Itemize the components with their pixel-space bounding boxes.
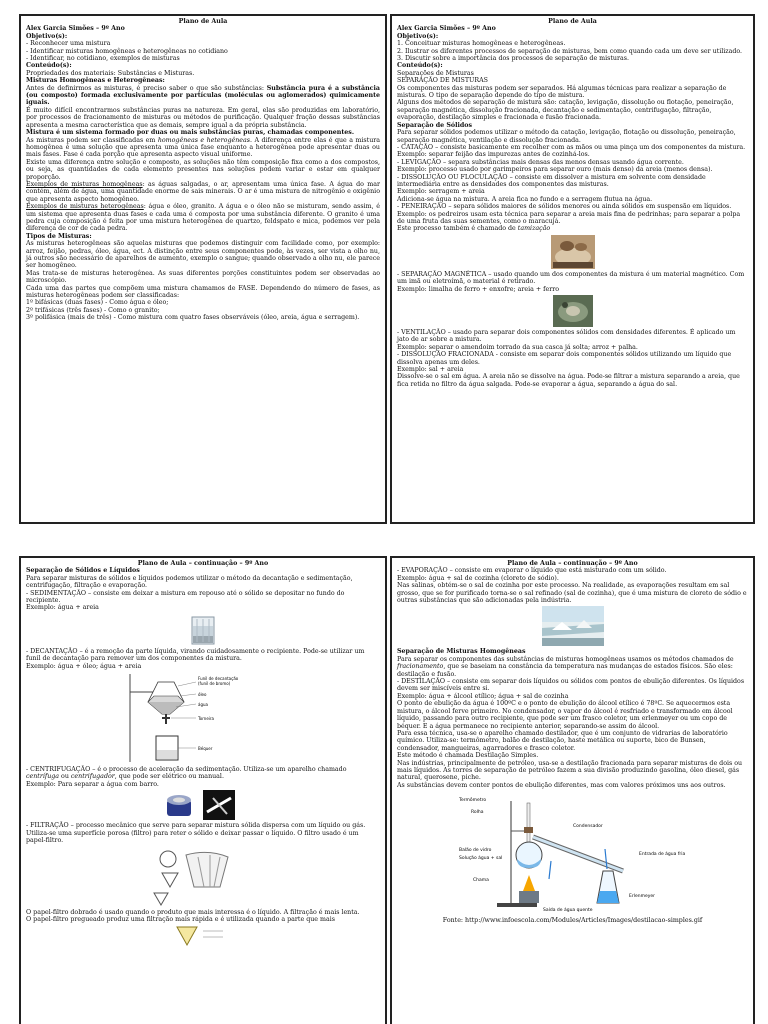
paragraph: Para separar misturas de sólidos e líquidos podemos utilizar o método da decantação e sedimentação, centrifugação, filtração e evaporação. bbox=[26, 574, 353, 590]
paragraph: Exemplo: separar o amendoim torrado da sua casca já solta; arroz + palha. bbox=[397, 343, 638, 351]
salt-flat-photo bbox=[397, 606, 748, 646]
paragraph: - DECANTAÇÃO – é a remoção da parte líquida, virando cuidadosamente o recipiente. Pode-se utilizar um funil de decantação para remover um dos componentes da mistura. bbox=[26, 647, 365, 663]
paragraph: - DISSOLUÇÃO FRACIONADA - consiste em separar dois componentes sólidos utilizando um líquido que dissolva apenas um deles. bbox=[397, 351, 732, 366]
paragraph: - CENTRIFUGAÇÃO – é o processo de aceleração da sedimentação. Utiliza-se um aparelho chamado centrífuga ou centrifugador, que pode ser elétrico ou manual. bbox=[26, 766, 347, 781]
panel-lesson-plan-3 bbox=[19, 556, 387, 1024]
sedimentation-photo bbox=[26, 614, 380, 646]
paragraph: O ponto de ebulição da água é 100ºC e o ponto de ebulição do álcool etílico é 78ºC. Se aquecermos esta mistura, o álcool ferve primeiro. No condensador, o vapor do álcool é resfriado e transformado em álcool líquido, passando para outro recipiente, que pode ser um frasco coletor, um erlenmeyer ou um copo de béquer. E a água permanece no recipiente anterior, separando-se assim do álcool. bbox=[397, 700, 733, 730]
paragraph: Exemplo: separar feijão das impurezas antes de cozinhá-los. bbox=[397, 151, 590, 159]
paragraph: Exemplo: processo usado por garimpeiros para separar ouro (mais denso) da areia (menos densa). bbox=[397, 166, 713, 174]
types-title: Tipos de Misturas: bbox=[26, 232, 92, 240]
paragraph: - FILTRAÇÃO – processo mecânico que serve para separar mistura sólida dispersa com um líquido ou gás. Utiliza-se uma superfície porosa (filtro) para reter o sólido e deixar passar o líquido. O filtro usado é um papel-filtro. bbox=[26, 822, 366, 845]
funnel-label: Funil de decantação bbox=[198, 676, 239, 682]
panel-header: Plano de Aula bbox=[178, 18, 228, 25]
separatory-funnel-diagram bbox=[26, 672, 380, 764]
section-title: Separação de Sólidos e Líquidos bbox=[26, 567, 140, 575]
distillation-label: Saída de água quente bbox=[542, 908, 592, 914]
section-title: Misturas Homogêneas e Heterogêneas: bbox=[26, 77, 165, 85]
mixture-definition: Mistura é um sistema formado por duas ou mais substâncias puras, chamadas componentes. bbox=[26, 129, 355, 137]
paragraph: Exemplo: serragem + areia bbox=[397, 188, 485, 196]
panel-lesson-plan-1 bbox=[19, 14, 387, 524]
contents-title: Conteúdo(s): bbox=[397, 62, 443, 70]
paragraph: - SEPARAÇÃO MAGNÉTICA – usado quando um dos componentes da mistura é um material magnético. Com um imã ou eletroímã, o material é retirado. bbox=[397, 270, 745, 286]
paragraph: Mas trata-se de misturas heterogênea. As suas diferentes porções constituintes podem ser observadas ao microscópio. bbox=[26, 269, 380, 285]
paragraph: É muito difícil encontrarmos substâncias puras na natureza. Em geral, elas são produzidas em laboratório, por processos de fracionamento de misturas ou métodos de purificação. Qualquer fração dessas substâncias apresenta a mesma característica que as demais, sempre igual a da própria substância. bbox=[26, 106, 380, 129]
section-title: Separação de Misturas Homogêneas bbox=[397, 648, 526, 656]
objective-item: - Identificar, no cotidiano, exemplos de misturas bbox=[26, 55, 180, 63]
distillation-label: Chama bbox=[472, 878, 489, 884]
contents-text: SEPARAÇÃO DE MISTURAS bbox=[397, 77, 488, 85]
paragraph: Este processo também é chamado de tamização bbox=[397, 225, 551, 233]
phase-item: 3º polifásica (mais de três) - Como mistura com quatro fases observáveis (óleo, areia, água e serragem). bbox=[26, 314, 360, 322]
paragraph: - LEVIGAÇÃO – separa substâncias mais densas das menos densas usando água corrente. bbox=[397, 158, 684, 166]
paragraph: Exemplos de misturas heterogêneas: água e óleo, granito. A água e o óleo não se misturam, sendo assim, é um sistema que apresenta duas fases e cada uma é composta por uma substância diferente. O granito é uma pedra cuja composição é feita por uma mistura heterogênea de quartzo, feldspato e mica, podemos ver pela diferença de cor de cada pedra. bbox=[26, 203, 380, 233]
sieve-photo bbox=[397, 235, 748, 269]
filter-paper-images bbox=[26, 847, 380, 907]
paragraph: O papel-filtro dobrado é usado quando o produto que mais interessa é o líquido. A filtração é mais lenta. bbox=[26, 908, 360, 916]
contents-text: Propriedades dos materiais: Substâncias e Misturas. bbox=[26, 69, 195, 77]
panel-header: Plano de Aula bbox=[548, 18, 597, 25]
paragraph: Exemplo: água + sal de cozinha (cloreto de sódio). bbox=[397, 574, 559, 582]
paragraph: Nas indústrias, principalmente de petróleo, usa-se a destilação fracionada para separar misturas de dois ou mais líquidos. As torres de separação de petróleo fazem a sua divisão produzindo gasolina, óleo diesel, gás natural, querosene, piche. bbox=[397, 759, 743, 782]
paragraph: - SEDIMENTAÇÃO – consiste em deixar a mistura em repouso até o sólido se depositar no fundo do recipiente. bbox=[26, 589, 345, 605]
distillation-label: Solução água + sal bbox=[458, 856, 502, 862]
paragraph: - EVAPORAÇÃO – consiste em evaporar o líquido que está misturado com um sólido. bbox=[397, 567, 667, 575]
paragraph: Exemplo: água + álcool etílico; água + sal de cozinha bbox=[397, 692, 569, 700]
distillation-label: Entrada de água fria bbox=[638, 852, 685, 858]
panel-header: Plano de Aula – continuação – 9º Ano bbox=[137, 560, 269, 567]
paragraph: Adiciona-se água na mistura. A areia fica no fundo e a serragem flutua na água. bbox=[397, 195, 653, 203]
paragraph: As misturas podem ser classificadas em homogêneas e heterogêneas. A diferença entre elas é que a mistura homogênea é uma solução que apresenta uma única fase enquanto a heterogênea pode apresentar duas ou mais fases. Fase é cada porção que apresenta aspecto visual uniforme. bbox=[26, 136, 381, 159]
paragraph: Alguns dos métodos de separação de mistura são: catação, levigação, dissolução ou flotação, peneiração, separação magnética, dissolução fracionada, decantação e sedimentação, centrifugação, filtração, evaporação, destilação simples e fracionada e fusão fracionada. bbox=[397, 99, 734, 122]
distillation-label: Rolha bbox=[470, 810, 484, 816]
phase-item: 1º bifásicas (duas fases) - Como água e óleo; bbox=[26, 299, 169, 307]
paragraph: Exemplo: os pedreiros usam esta técnica para separar a areia mais fina de pedrinhas; para separar a polpa de uma fruta das suas sementes, como o maracujá. bbox=[397, 210, 741, 225]
paragraph: Exemplos de misturas homogêneas: as águas salgadas, o ar, apresentam uma única fase. A água do mar contém, além de água, uma quantidade enorme de sais minerais. O ar é uma mistura de nitrogênio e oxigênio que apresenta aspecto homogêneo. bbox=[26, 180, 381, 203]
paragraph: - DESTILAÇÃO – consiste em separar dois líquidos ou sólidos com pontos de ebulição diferentes. Os líquidos devem ser miscíveis entre si. bbox=[397, 678, 745, 693]
paragraph: Nas salinas, obtém-se o sal de cozinha por este processo. Na realidade, as evaporações resultam em sal grosso, que se for purificado torna-se o sal refinado (sal de cozinha), que é uma mistura de cloreto de sódio e outras substâncias que são adicionadas pela indústria. bbox=[397, 582, 747, 605]
paragraph: Exemplo: água + areia bbox=[26, 604, 99, 612]
paragraph: Existe uma diferença entre solução e composto, as soluções não têm composição fixa como a dos compostos, ou seja, as quantidades de cada elemento presentes nas soluções podem variar e estar em qualquer proporção. bbox=[26, 158, 380, 181]
objective-item: - Identificar misturas homogêneas e heterogêneas no cotidiano bbox=[26, 47, 228, 55]
distillation-label: Condensador bbox=[572, 824, 603, 830]
distillation-label: Termômetro bbox=[458, 798, 486, 804]
magnet-photo bbox=[397, 295, 748, 327]
paragraph: Os componentes das misturas podem ser separados. Há algumas técnicas para realizar a separação de misturas. O tipo de separação depende do tipo de mistura. bbox=[397, 84, 727, 100]
phase-item: 2º trifásicas (três fases) - Como o granito; bbox=[26, 306, 160, 314]
paragraph: As misturas heterogêneas são aquelas misturas que podemos distinguir com facilidade como, por exemplo: arroz, feijão, pedras, óleo, água, ect. A distinção entre seus componentes pode, às vezes, ser vista a olho nu, já outros são necessário de aparelhos de aumento, exemplo o sangue; quando observado a olho nu, ele parece ser homogêneo. bbox=[26, 240, 380, 270]
paragraph: Este método é chamada Destilação Simples. bbox=[397, 752, 539, 760]
distillation-label: Balão de vidro bbox=[458, 848, 491, 854]
objective-item: 2. Ilustrar os diferentes processos de separação de misturas, bem como quando cada um deve ser utilizado. bbox=[397, 47, 743, 55]
contents-text: Separações de Misturas bbox=[397, 69, 474, 77]
funnel-label: água bbox=[198, 702, 208, 708]
paragraph: - DISSOLUÇÃO OU FLOCULAÇÃO – consiste em dissolver a mistura em solvente com densidade intermediária entre as densidades dos componentes das misturas. bbox=[397, 173, 706, 188]
centrifuge-photos bbox=[26, 790, 380, 820]
objectives-title: Objetivo(s): bbox=[26, 32, 68, 40]
objective-item: 3. Discutir sobre a importância dos processos de separação de misturas. bbox=[397, 55, 629, 63]
intro-text: Antes de definirmos as misturas, é preciso saber o que são substâncias: Substância pura é a substância (ou composto) formada exclusivamente por partículas (moléculas ou aglomerados) quimicamente iguais. bbox=[26, 84, 380, 107]
objectives-title: Objetivo(s): bbox=[397, 32, 439, 40]
funnel-label: Torneira bbox=[198, 716, 214, 722]
paragraph: Exemplo: sal + areia bbox=[397, 366, 464, 374]
section-title: Separação de Sólidos bbox=[397, 121, 473, 129]
contents-title: Conteúdo(s): bbox=[26, 62, 72, 70]
funnel-label: óleo bbox=[198, 692, 207, 698]
paragraph: Para separar sólidos podemos utilizar o método da catação, levigação, flotação ou dissolução, peneiração, separação magnética, ventilação e dissolução fracionada. bbox=[397, 129, 736, 144]
author: Alex Garcia Simões – 9º Ano bbox=[397, 25, 496, 33]
paragraph: Para essa técnica, usa-se o aparelho chamado destilador, que é um conjunto de vidrarias de laboratório químico. Utiliza-se: termômetro, balão de destilação, haste metálica ou suporte, bico de Bunsen, condensador, mangueiras, agarradores e frasco coletor. bbox=[397, 729, 728, 752]
funnel-label: (funil de bromo) bbox=[198, 681, 231, 687]
paragraph: As substâncias devem conter pontos de ebulição diferentes, mas com valores próximos uns aos outros. bbox=[397, 781, 726, 789]
panel-lesson-plan-2 bbox=[390, 14, 755, 524]
paragraph: Exemplo: limalha de ferro + enxofre; areia + ferro bbox=[397, 285, 560, 293]
paragraph: - PENEIRAÇÃO – separa sólidos maiores de sólidos menores ou ainda sólidos em suspensão em líquidos. bbox=[397, 203, 732, 211]
panel-lesson-plan-4 bbox=[390, 556, 755, 1024]
figure-source: Fonte: http://www.infoescola.com/Modules/Articles/Images/destilacao-simples.gif bbox=[442, 917, 703, 925]
objective-item: - Reconhecer uma mistura bbox=[26, 40, 111, 48]
panel-header: Plano de Aula – continuação – 9º Ano bbox=[507, 560, 638, 567]
paragraph: Exemplo: água + óleo; água + areia bbox=[26, 662, 142, 670]
objective-item: 1. Conceituar misturas homogêneas e heterogêneas. bbox=[397, 40, 566, 48]
author: Alex Garcia Simões – 9º Ano bbox=[26, 25, 125, 33]
paragraph: O papel-filtro pregueado produz uma filtração mais rápida e é utilizada quando a parte que mais bbox=[26, 915, 335, 923]
pleated-filter-image bbox=[26, 925, 380, 947]
paragraph: Cada uma das partes que compõem uma mistura chamamos de FASE. Dependendo do número de fases, as misturas heterogêneas podem ser classificadas: bbox=[26, 284, 380, 300]
distillation-diagram bbox=[397, 791, 748, 915]
paragraph: - CATAÇÃO – consiste basicamente em recolher com as mãos ou uma pinça um dos componentes da mistura. bbox=[397, 143, 746, 151]
paragraph: - VENTILAÇÃO – usado para separar dois componentes sólidos com densidades diferentes. É aplicado um jato de ar sobre a mistura. bbox=[397, 329, 736, 344]
paragraph: Exemplo: Para separar a água com barro. bbox=[26, 780, 159, 788]
paragraph: Para separar os componentes das substâncias de misturas homogêneas usamos os métodos chamados de fracionamento, que se baseiam na constância da temperatura nas mudanças de estados físicos. São eles: destilação e fusão. bbox=[397, 655, 734, 678]
paragraph: Dissolve-se o sal em água. A areia não se dissolve na água. Pode-se filtrar a mistura separando a areia, que fica retida no filtro da água salgada. Pode-se evaporar a água, separando a água do sal. bbox=[397, 373, 740, 388]
distillation-label: Erlenmeyer bbox=[628, 894, 655, 900]
funnel-label: Béquer bbox=[198, 746, 213, 752]
